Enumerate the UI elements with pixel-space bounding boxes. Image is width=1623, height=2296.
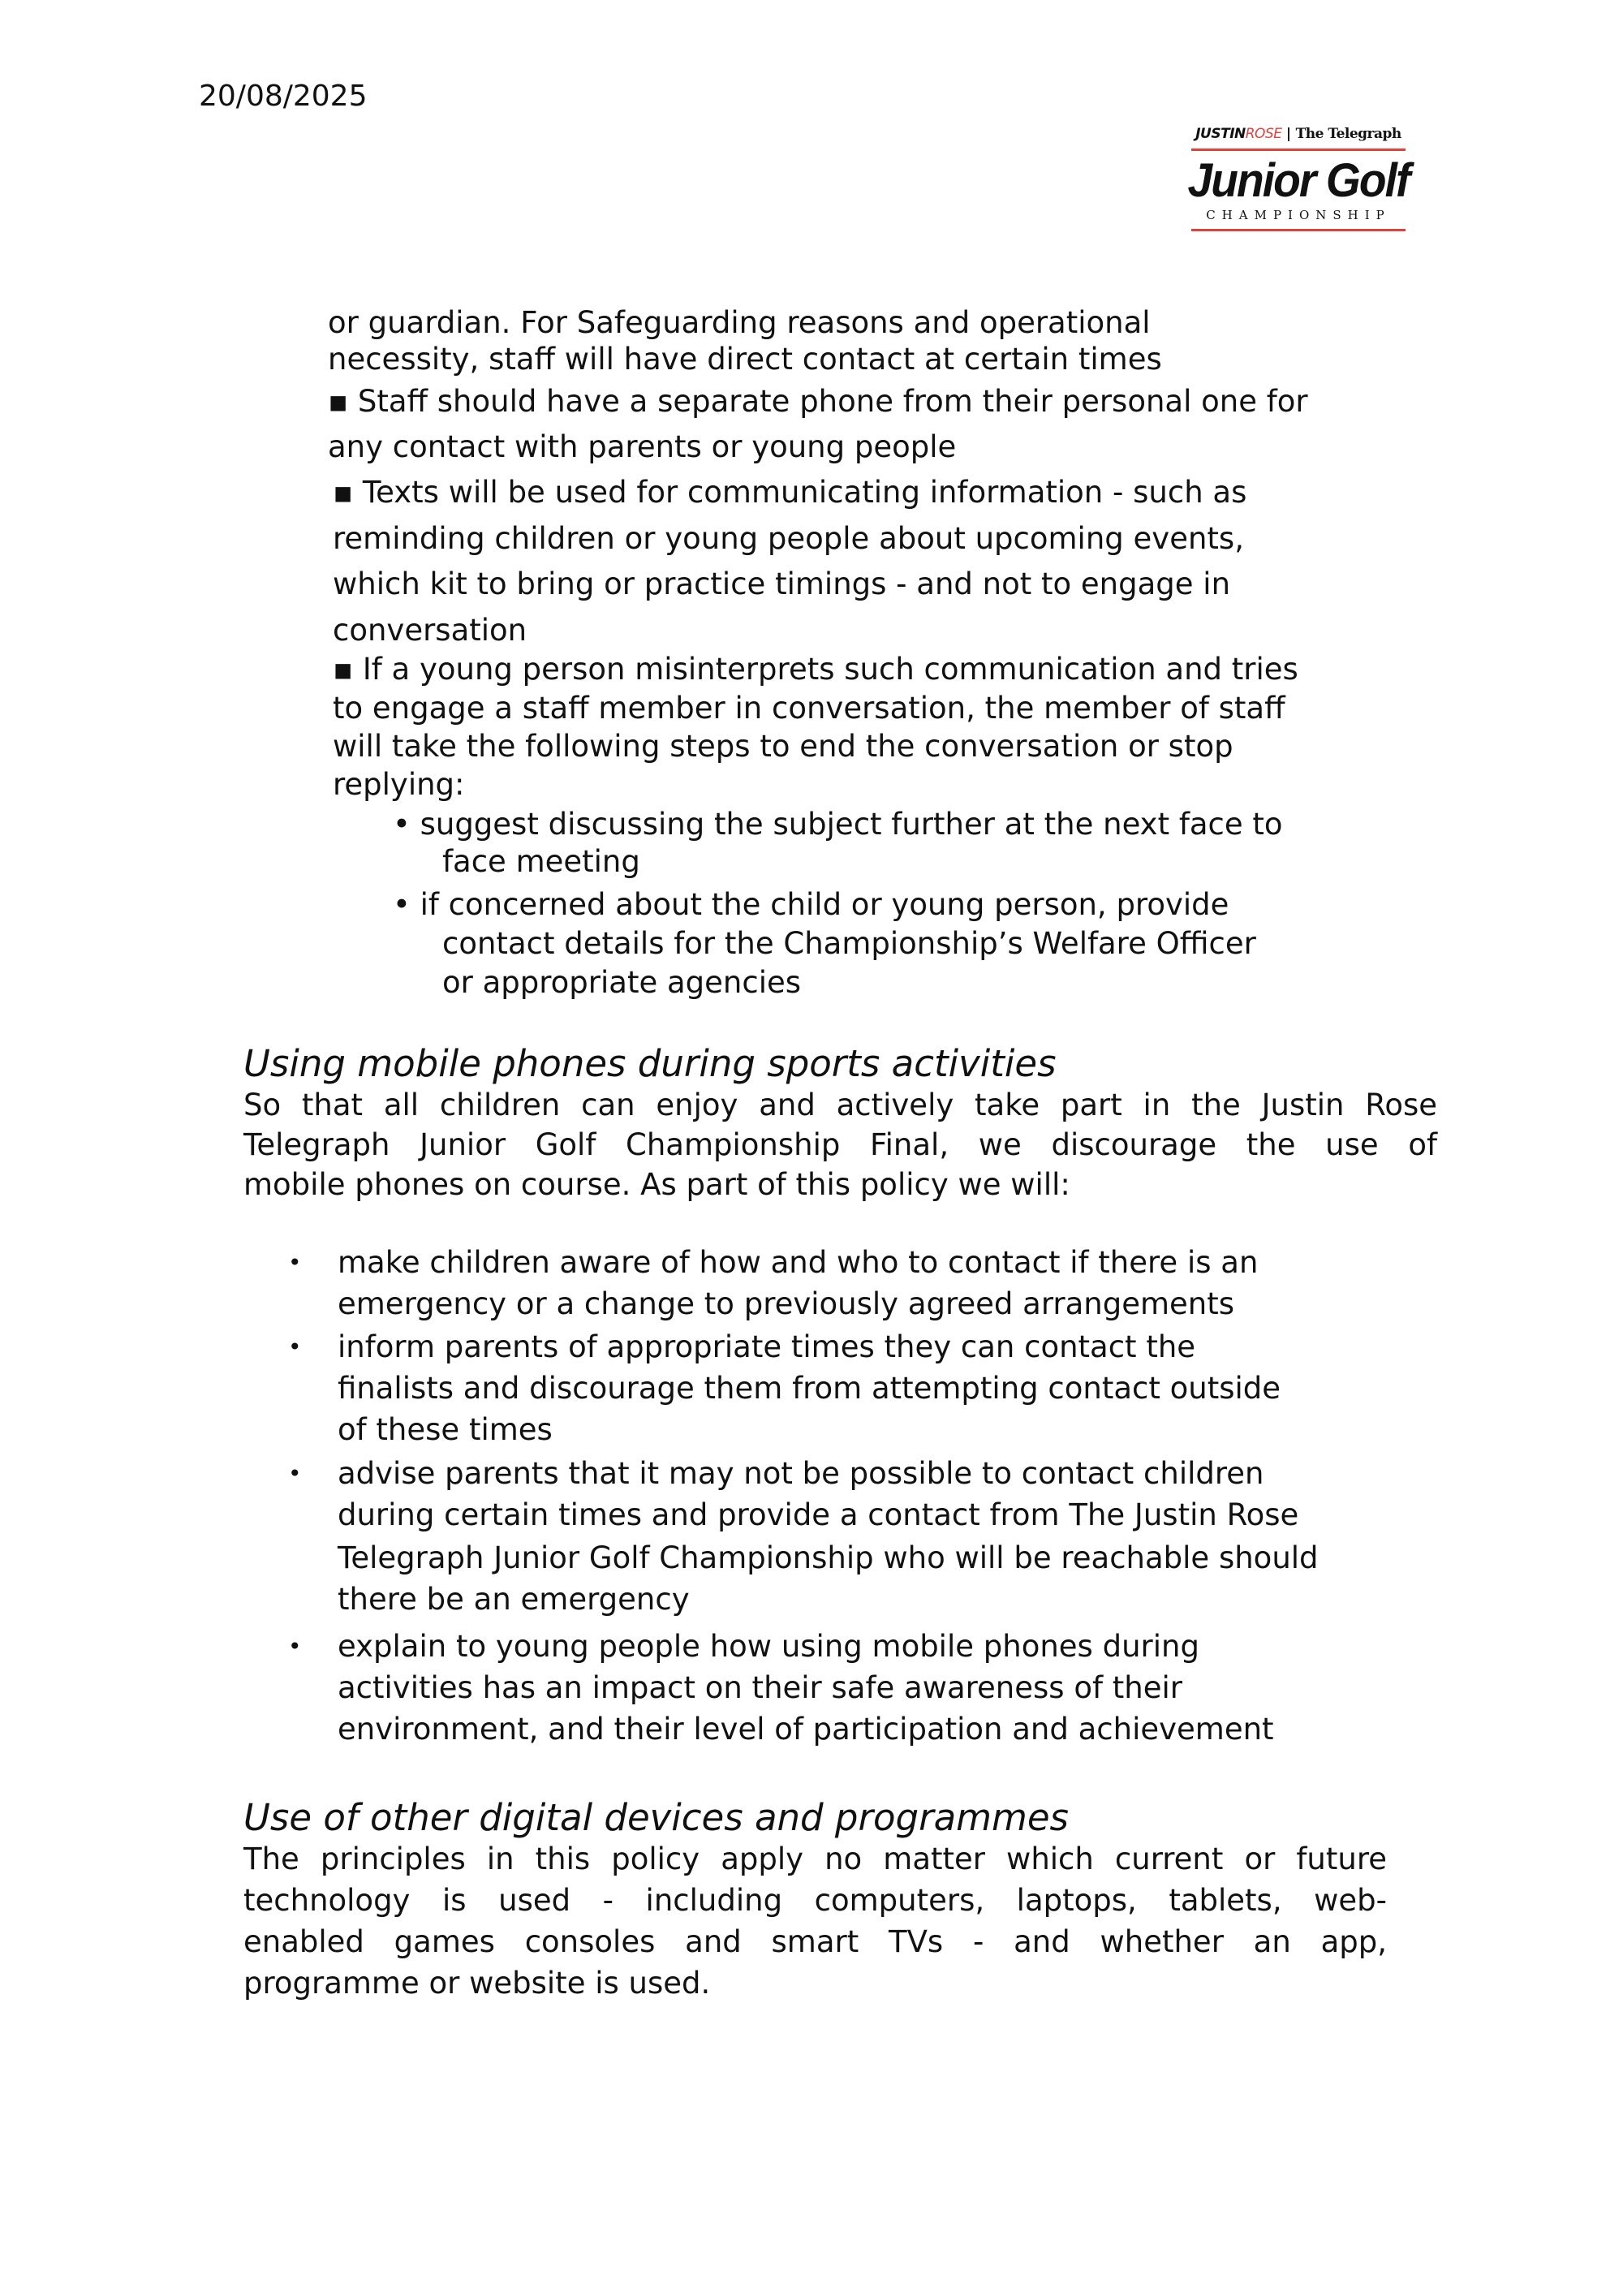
bullet-line: advise parents that it may not be possible to contact children [338, 1456, 1264, 1491]
logo-title: Junior Golf [1187, 154, 1410, 207]
bullet-line: there be an emergency [338, 1582, 690, 1617]
logo-rule-top [1191, 149, 1406, 151]
text-line: any contact with parents or young people [328, 429, 957, 464]
paragraph-line: programme or website is used. [243, 1966, 711, 2001]
logo-separator: | [1285, 126, 1291, 142]
paragraph-line: Telegraph Junior Golf Championship Final, we discourage the use of [243, 1127, 1437, 1162]
paragraph-line: So that all children can enjoy and actively take part in the Justin Rose [243, 1088, 1437, 1122]
logo-rose: ROSE [1245, 126, 1282, 142]
logo-rule-bottom [1191, 229, 1406, 231]
paragraph-line: technology is used - including computers, laptops, tablets, web- [243, 1883, 1387, 1918]
bullet-line: explain to young people how using mobile phones during [338, 1629, 1199, 1664]
text-line: necessity, staff will have direct contact at certain times [328, 342, 1162, 377]
text-line: reminding children or young people about upcoming events, [333, 521, 1244, 556]
sub-bullet-line: • suggest discussing the subject further at the next face to [393, 807, 1283, 842]
logo-justin: JUSTIN [1195, 126, 1246, 142]
bullet-line: Telegraph Junior Golf Championship who will be reachable should [338, 1540, 1319, 1575]
text-line: ▪ If a young person misinterprets such communication and tries [333, 652, 1298, 687]
paragraph-line: enabled games consoles and smart TVs - and whether an app, [243, 1924, 1387, 1959]
logo-subtitle: CHAMPIONSHIP [1206, 208, 1391, 222]
section-heading-digital-devices: Use of other digital devices and programmes [243, 1796, 1069, 1839]
bullet-icon: • [288, 1460, 302, 1487]
sub-bullet-line: contact details for the Championship’s Welfare Officer [442, 926, 1256, 961]
text-line: to engage a staff member in conversation, the member of staff [333, 691, 1285, 726]
championship-logo [1177, 126, 1420, 248]
bullet-line: environment, and their level of participation and achievement [338, 1712, 1274, 1747]
document-date: 20/08/2025 [199, 80, 368, 113]
text-line: ▪ Texts will be used for communicating information - such as [333, 475, 1247, 510]
paragraph-line: mobile phones on course. As part of this policy we will: [243, 1167, 1070, 1202]
bullet-line: finalists and discourage them from attempting contact outside [338, 1371, 1281, 1406]
bullet-line: emergency or a change to previously agreed arrangements [338, 1286, 1235, 1321]
bullet-line: inform parents of appropriate times they can contact the [338, 1329, 1196, 1364]
text-line: ▪ Staff should have a separate phone from their personal one for [328, 384, 1308, 419]
text-line: which kit to bring or practice timings - and not to engage in [333, 566, 1231, 601]
text-line: will take the following steps to end the conversation or stop [333, 729, 1233, 764]
bullet-icon: • [288, 1249, 302, 1276]
text-line: or guardian. For Safeguarding reasons and operational [328, 305, 1151, 340]
logo-sponsors [1177, 126, 1420, 142]
section-heading-mobile-phones: Using mobile phones during sports activities [243, 1042, 1057, 1085]
bullet-line: during certain times and provide a contact from The Justin Rose [338, 1497, 1299, 1532]
paragraph-line: The principles in this policy apply no matter which current or future [243, 1842, 1387, 1876]
text-line: conversation [333, 613, 527, 648]
logo-telegraph: The Telegraph [1295, 126, 1401, 142]
bullet-line: of these times [338, 1412, 553, 1447]
sub-bullet-line: • if concerned about the child or young person, provide [393, 887, 1229, 922]
sub-bullet-line: face meeting [442, 844, 640, 879]
bullet-line: activities has an impact on their safe awareness of their [338, 1670, 1182, 1705]
bullet-icon: • [288, 1333, 302, 1360]
bullet-line: make children aware of how and who to contact if there is an [338, 1245, 1259, 1280]
sub-bullet-line: or appropriate agencies [442, 965, 802, 1000]
bullet-icon: • [288, 1633, 302, 1660]
text-line: replying: [333, 767, 465, 802]
